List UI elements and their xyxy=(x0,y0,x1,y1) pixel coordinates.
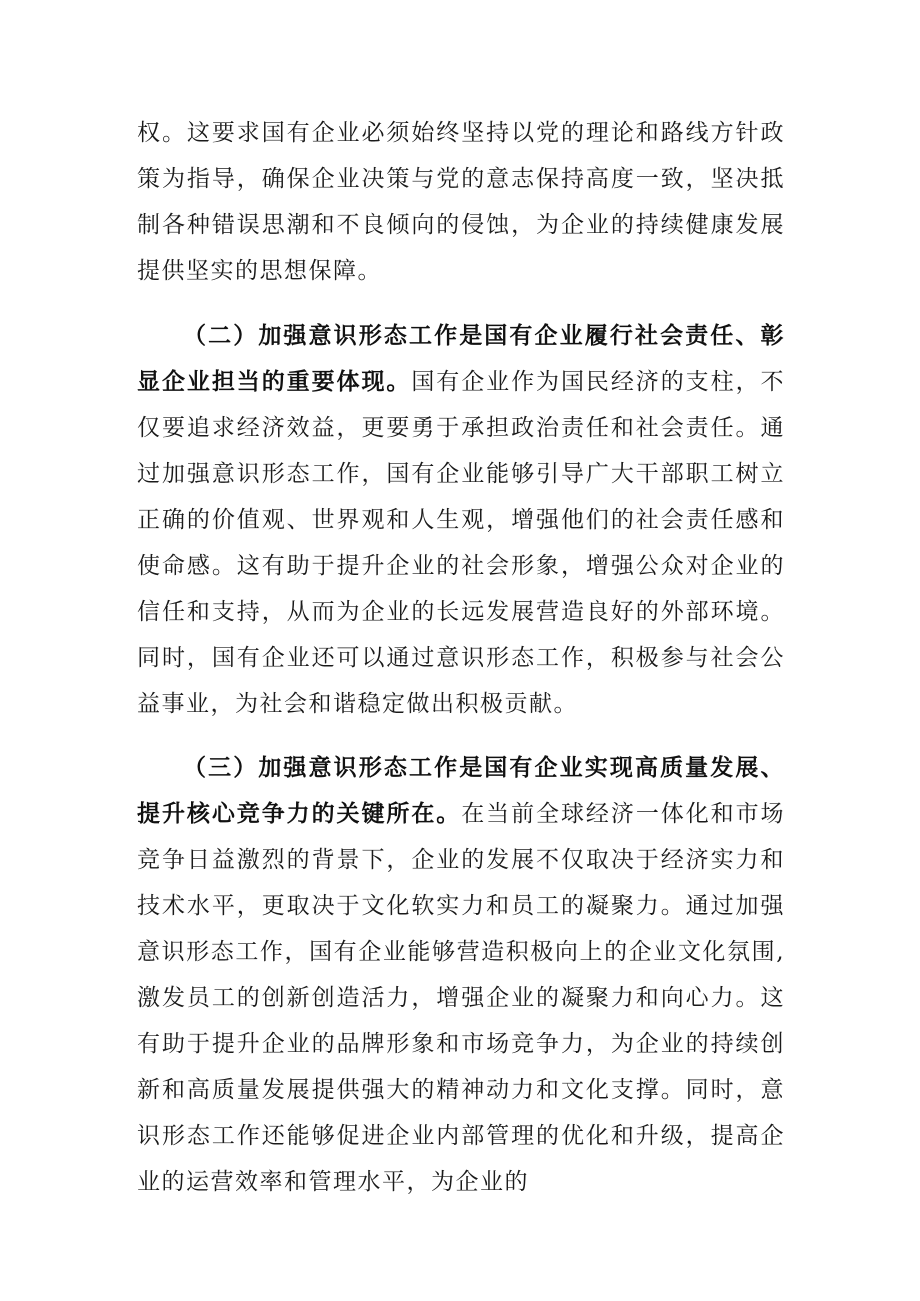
paragraph-body: 在当前全球经济一体化和市场竞争日益激烈的背景下，企业的发展不仅取决于经济实力和技术水平，更取决于文化软实力和员工的凝聚力。通过加强意识形态工作，国有企业能够营造积极向上的企业文化氛围,激发员工的创新创造活力，增强企业的凝聚力和向心力。这有助于提升企业的品牌形象和市场竞争力，为企业的持续创新和高质量发展提供强大的精神动力和文化支撑。同时，意识形态工作还能够促进企业内部管理的优化和升级，提高企业的运营效率和管理水平，为企业的 xyxy=(137,801,786,1195)
section-heading-3: （三）加强意识形态工作是国有企业实现高质量发展、提升核心竞争力的关键所在。 xyxy=(137,755,785,827)
section-heading-2: （二）加强意识形态工作是国有企业履行社会责任、彰显企业担当的重要体现。 xyxy=(137,323,785,395)
paragraph-content xyxy=(137,313,785,727)
paragraph-content xyxy=(137,745,785,1205)
paragraph-body: 国有企业作为国民经济的支柱，不仅要追求经济效益，更要勇于承担政治责任和社会责任。通过加强意识形态工作，国有企业能够引导广大干部职工树立正确的价值观、世界观和人生观，增强他们的社会责任感和使命感。这有助于提升企业的社会形象，增强公众对企业的信任和支持，从而为企业的长远发展营造良好的外部环境。同时，国有企业还可以通过意识形态工作，积极参与社会公益事业，为社会和谐稳定做出积极贡献。 xyxy=(137,369,786,717)
paragraph-body: 权。这要求国有企业必须始终坚持以党的理论和路线方针政策为指导，确保企业决策与党的意志保持高度一致，坚决抵制各种错误思潮和不良倾向的侵蚀，为企业的持续健康发展提供坚实的思想保障。 xyxy=(137,120,785,284)
paragraph-section-2 xyxy=(137,313,785,727)
paragraph-continuation xyxy=(137,110,785,294)
paragraph-section-3 xyxy=(137,745,785,1205)
